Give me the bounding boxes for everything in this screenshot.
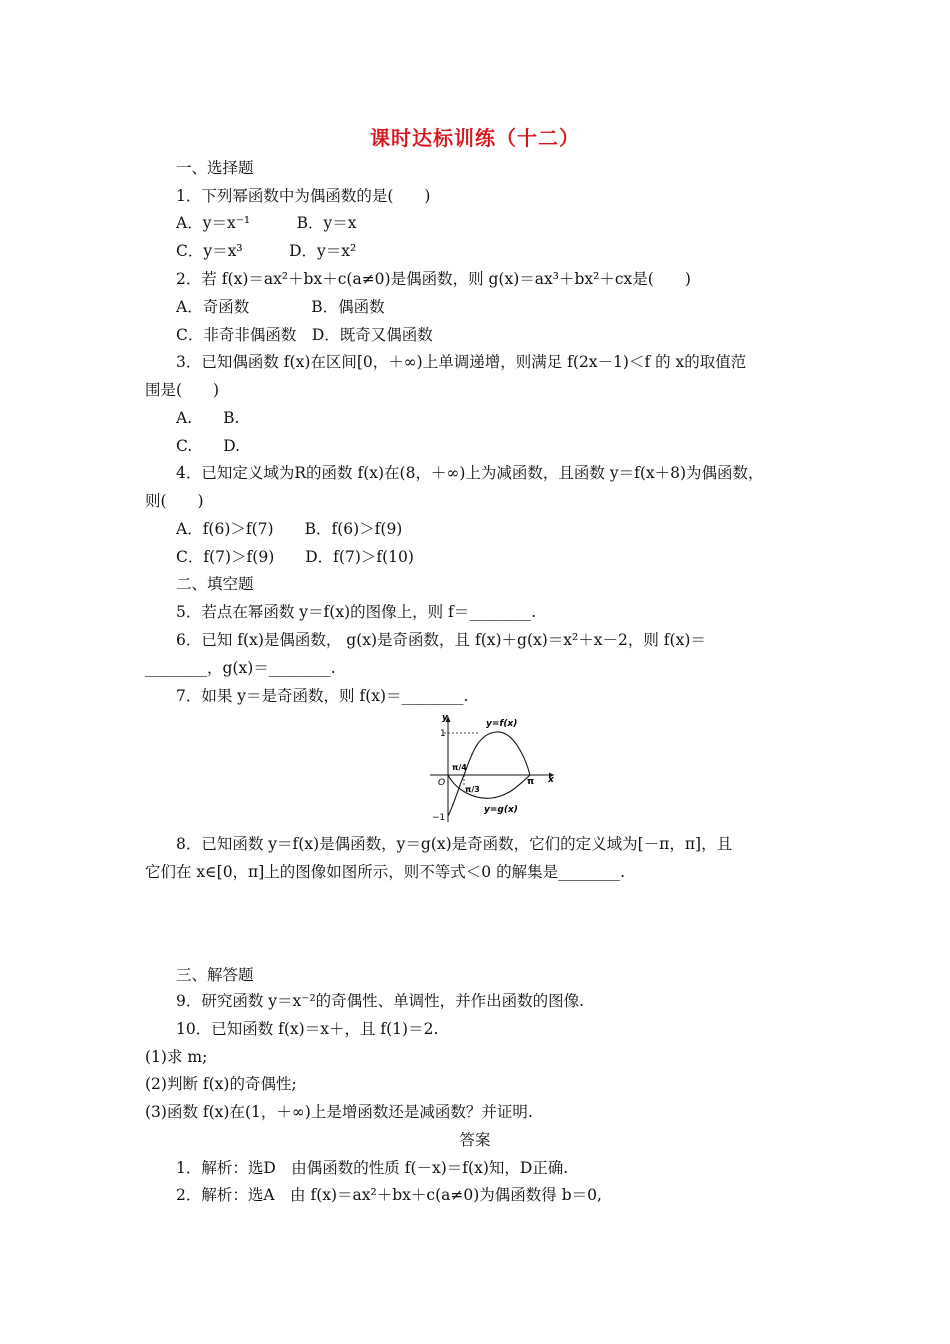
question-5: 5．若点在幂函数 y＝f(x)的图像上，则 f＝________. (176, 603, 537, 621)
tick-pi-over-3: π/3 (465, 785, 480, 794)
x-axis-label: x (548, 775, 554, 785)
page-title: 课时达标训练（十二） (370, 126, 580, 150)
curve-g (448, 775, 530, 798)
answers-heading: 答案 (459, 1131, 491, 1149)
section-heading-answer: 三、解答题 (176, 966, 254, 984)
q1-options-cd: C．y＝x³ D．y＝x² (176, 242, 357, 260)
question-3: 3．已知偶函数 f(x)在区间[0，＋∞)上单调递增，则满足 f(2x－1)＜f 的 x的取值范 (176, 353, 747, 371)
q4-options-ab: A．f(6)＞f(7) B．f(6)＞f(9) (176, 520, 403, 538)
question-3-cont: 围是( ) (145, 381, 220, 399)
y-axis-label: y (442, 713, 448, 723)
question-7: 7．如果 y＝是奇函数，则 f(x)＝________. (176, 687, 469, 705)
question-8: 8．已知函数 y＝f(x)是偶函数，y＝g(x)是奇函数，它们的定义域为[－π，π]，且 (176, 835, 733, 853)
q3-options-ab: A. B. (176, 409, 240, 427)
tick-pi: π (527, 777, 535, 787)
answer-2: 2．解析：选A 由 f(x)＝ax²＋bx＋c(a≠0)为偶函数得 b＝0, (176, 1186, 602, 1204)
question-9: 9．研究函数 y＝x⁻²的奇偶性、单调性，并作出函数的图像. (176, 992, 585, 1010)
origin-label: O (438, 778, 446, 788)
q10-part-3: (3)函数 f(x)在(1，＋∞)上是增函数还是减函数？并证明. (145, 1103, 533, 1121)
curve-f (448, 732, 530, 816)
question-2: 2．若 f(x)＝ax²＋bx＋c(a≠0)是偶函数，则 g(x)＝ax³＋bx²＋cx是( ) (176, 270, 691, 288)
y-tick-1: 1 (440, 729, 446, 739)
section-heading-choice: 一、选择题 (176, 159, 254, 177)
q4-options-cd: C．f(7)＞f(9) D．f(7)＞f(10) (176, 548, 414, 566)
q2-options-cd: C．非奇非偶函数 D．既奇又偶函数 (176, 326, 433, 344)
q10-part-1: (1)求 m; (145, 1048, 208, 1066)
q3-options-cd: C. D. (176, 437, 241, 455)
label-g: y=g(x) (484, 805, 518, 815)
question-4-cont: 则( ) (145, 492, 204, 510)
q2-options-ab: A．奇函数 B．偶函数 (176, 298, 385, 316)
question-6: 6．已知 f(x)是偶函数， g(x)是奇函数，且 f(x)＋g(x)＝x²＋x－2，则 f(x)＝ (176, 631, 706, 649)
tick-pi-over-4: π/4 (452, 763, 467, 772)
answer-1: 1．解析：选D 由偶函数的性质 f(－x)＝f(x)知，D正确. (176, 1159, 569, 1177)
y-tick-minus-1: −1 (432, 813, 446, 823)
function-graph-figure (430, 712, 560, 824)
q10-part-2: (2)判断 f(x)的奇偶性; (145, 1075, 297, 1093)
question-8-cont: 它们在 x∈[0，π]上的图像如图所示，则不等式＜0 的解集是________. (145, 863, 626, 881)
question-4: 4．已知定义域为R的函数 f(x)在(8，＋∞)上为减函数，且函数 y＝f(x＋8)为偶函数， (176, 464, 764, 482)
section-heading-fill: 二、填空题 (176, 575, 254, 593)
question-6-cont: ________，g(x)＝________. (145, 659, 336, 677)
question-10: 10．已知函数 f(x)＝x＋，且 f(1)＝2. (176, 1020, 439, 1038)
label-f: y=f(x) (486, 719, 518, 729)
q1-options-ab: A．y＝x⁻¹ B．y＝x (176, 214, 357, 232)
question-1: 1．下列幂函数中为偶函数的是( ) (176, 187, 431, 205)
